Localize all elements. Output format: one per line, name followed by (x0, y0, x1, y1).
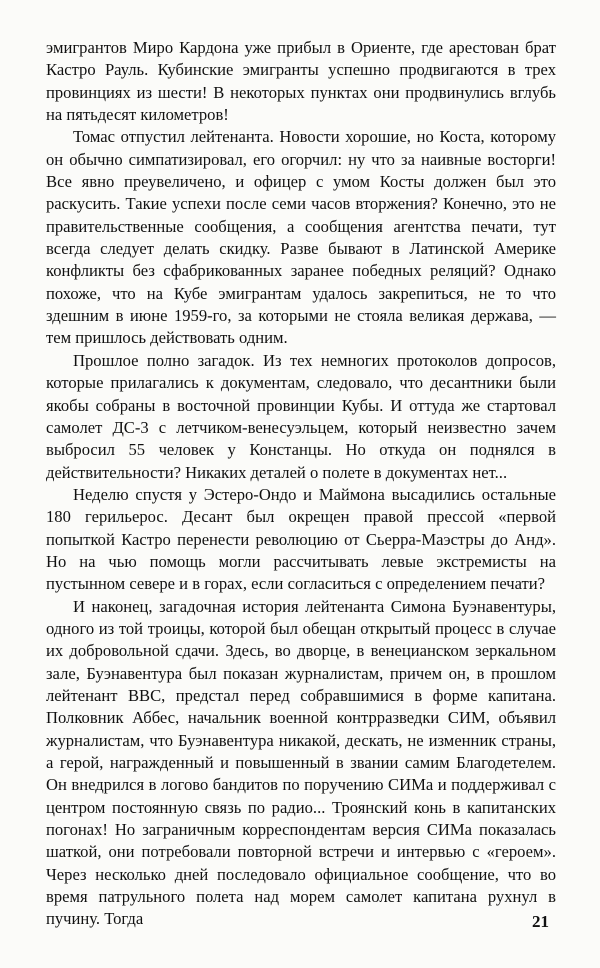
body-text (46, 37, 556, 931)
paragraph: И наконец, загадочная история лейтенанта Симона Буэнавентуры, одного из той троицы, которой был обещан открытый процесс в случае их добровольной сдачи. Здесь, во дворце, в венецианском зеркальном зале, Буэнавентура был показан журналистам, причем он, в прошлом лейтенант ВВС, предстал перед собравшимися в форме капитана. Полковник Аббес, начальник военной контрразведки СИМ, объявил журналистам, что Буэнавентура никакой, дескать, не изменник страны, а герой, награжденный и повышенный в звании самим Благодетелем. Он внедрился в логово бандитов по поручению СИМа и поддерживал с центром постоянную связь по радио... Троянский конь в капитанских погонах! Но заграничным корреспондентам версия СИМа показалась шаткой, они потребовали повторной встречи и интервью с «героем». Через несколько дней последовало официальное сообщение, что во время патрульного полета над морем самолет капитана рухнул в пучину. Тогда (46, 596, 556, 929)
paragraph-continued: эмигрантов Миро Кардона уже прибыл в Ориенте, где арестован брат Кастро Рауль. Кубинские эмигранты успешно продвигаются в трех провинциях из шести! В некоторых пунктах они продвинулись вглубь на пятьдесят километров! (46, 38, 556, 125)
page-number: 21 (532, 912, 549, 931)
paragraph: Неделю спустя у Эстеро-Ондо и Маймона высадились остальные 180 герильерос. Десант был окрещен правой прессой «первой попыткой Кастро перенести революцию от Сьерра-Маэстры до Анд». Но на чью помощь могли рассчитывать левые экстремисты на пустынном севере и в горах, если согласиться с определением печати? (46, 484, 556, 594)
paragraph: Прошлое полно загадок. Из тех немногих протоколов допросов, которые прилагались к документам, следовало, что десантники были якобы собраны в восточной провинции Кубы. И оттуда же стартовал самолет ДС-3 с летчиком-венесуэльцем, который неизвестно зачем выбросил 55 человек у Констанцы. Но откуда он поднялся в действительности? Никаких деталей о полете в документах нет... (46, 350, 556, 482)
paragraph: Томас отпустил лейтенанта. Новости хорошие, но Коста, которому он обычно симпатизировал, его огорчил: ну что за наивные восторги! Все явно преувеличено, и офицер с умом Косты должен был это раскусить. Такие успехи после семи часов вторжения? Конечно, это не правительственные сообщения, а сообщения агентства печати, тут всегда следует делать скидку. Разве бывают в Латинской Америке конфликты без сфабрикованных заранее победных реляций? Однако похоже, что на Кубе эмигрантам удалось закрепиться, не то что здешним в июне 1959-го, за которыми не стояла великая держава, — тем пришлось действовать одним. (46, 127, 556, 348)
